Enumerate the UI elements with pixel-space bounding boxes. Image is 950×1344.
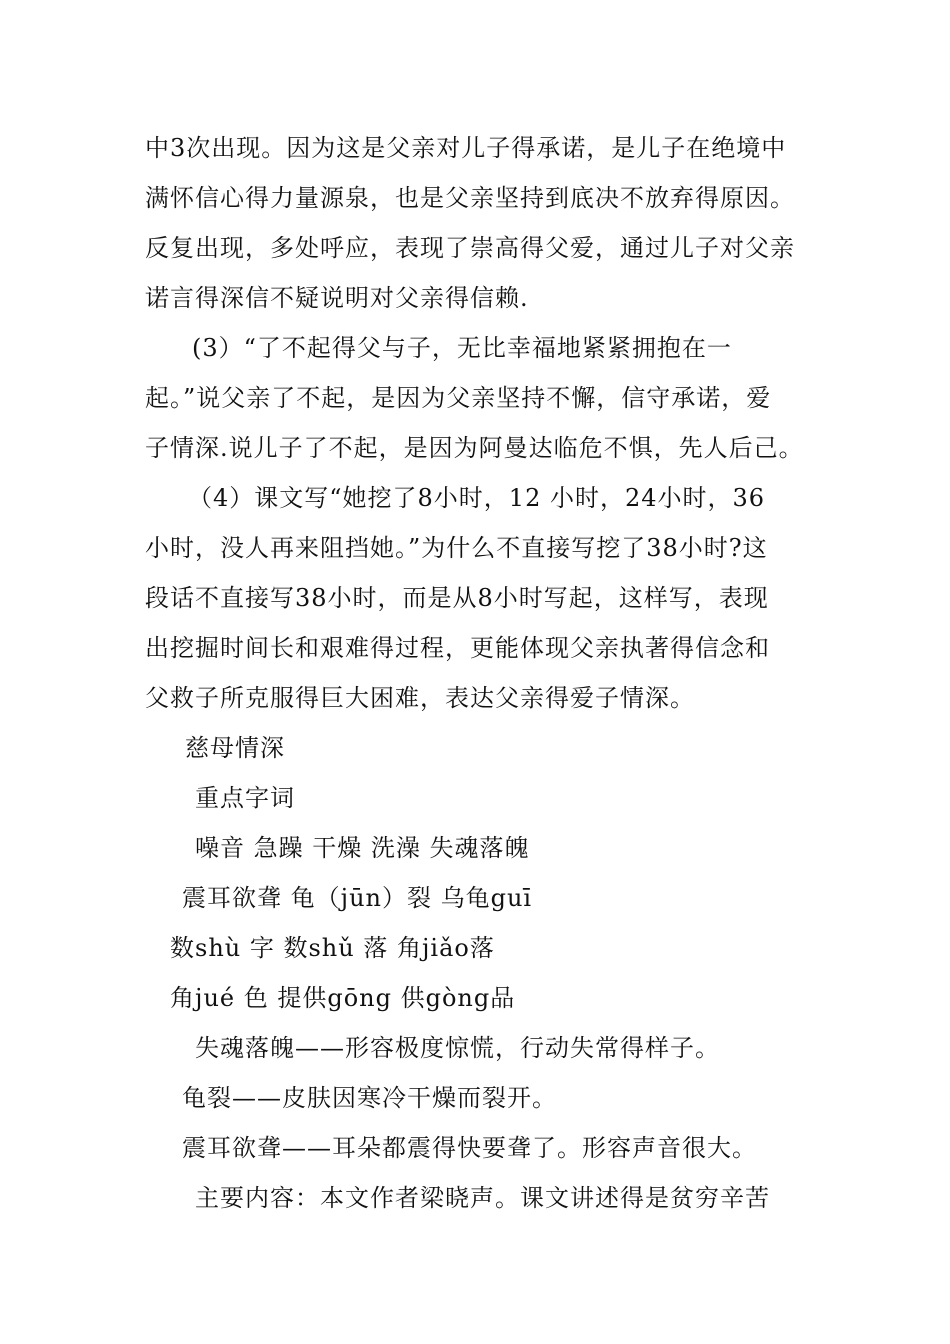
paragraph-line: 出挖掘时间长和艰难得过程，更能体现父亲执著得信念和 bbox=[145, 634, 770, 662]
subsection-title: 重点字词 bbox=[195, 784, 295, 812]
paragraph-line: 反复出现，多处呼应，表现了崇高得父爱，通过儿子对父亲 bbox=[145, 234, 795, 262]
vocab-line: 噪音 急躁 干燥 洗澡 失魂落魄 bbox=[195, 834, 530, 862]
paragraph-line: 小时，没人再来阻挡她。”为什么不直接写挖了38小时?这 bbox=[145, 534, 768, 562]
paragraph-line: 诺言得深信不疑说明对父亲得信赖. bbox=[145, 284, 529, 312]
paragraph-line: 满怀信心得力量源泉，也是父亲坚持到底决不放弃得原因。 bbox=[145, 184, 795, 212]
paragraph-line: 子情深.说儿子了不起，是因为阿曼达临危不惧，先人后己。 bbox=[145, 434, 804, 462]
definition-line: 震耳欲聋——耳朵都震得快要聋了。形容声音很大。 bbox=[182, 1134, 757, 1162]
paragraph-line: (3）“了不起得父与子，无比幸福地紧紧拥抱在一 bbox=[192, 334, 732, 362]
paragraph-line: 中3次出现。因为这是父亲对儿子得承诺，是儿子在绝境中 bbox=[145, 134, 787, 162]
paragraph-line: 段话不直接写38小时，而是从8小时写起，这样写，表现 bbox=[145, 584, 769, 612]
vocab-line: 角jué 色 提供gōng 供gòng品 bbox=[170, 984, 516, 1012]
paragraph-line: 父救子所克服得巨大困难，表达父亲得爱子情深。 bbox=[145, 684, 695, 712]
section-title: 慈母情深 bbox=[185, 734, 285, 762]
definition-line: 龟裂——皮肤因寒冷干燥而裂开。 bbox=[182, 1084, 557, 1112]
paragraph-line: 起。”说父亲了不起，是因为父亲坚持不懈，信守承诺，爱 bbox=[145, 384, 772, 412]
vocab-line: 震耳欲聋 龟（jūn）裂 乌龟guī bbox=[182, 884, 533, 912]
paragraph-line: 主要内容：本文作者梁晓声。课文讲述得是贫穷辛苦 bbox=[195, 1184, 770, 1212]
vocab-line: 数shù 字 数shǔ 落 角jiǎo落 bbox=[170, 934, 495, 962]
paragraph-line: （4）课文写“她挖了8小时，12 小时，24小时，36 bbox=[188, 484, 766, 512]
definition-line: 失魂落魄——形容极度惊慌，行动失常得样子。 bbox=[195, 1034, 720, 1062]
